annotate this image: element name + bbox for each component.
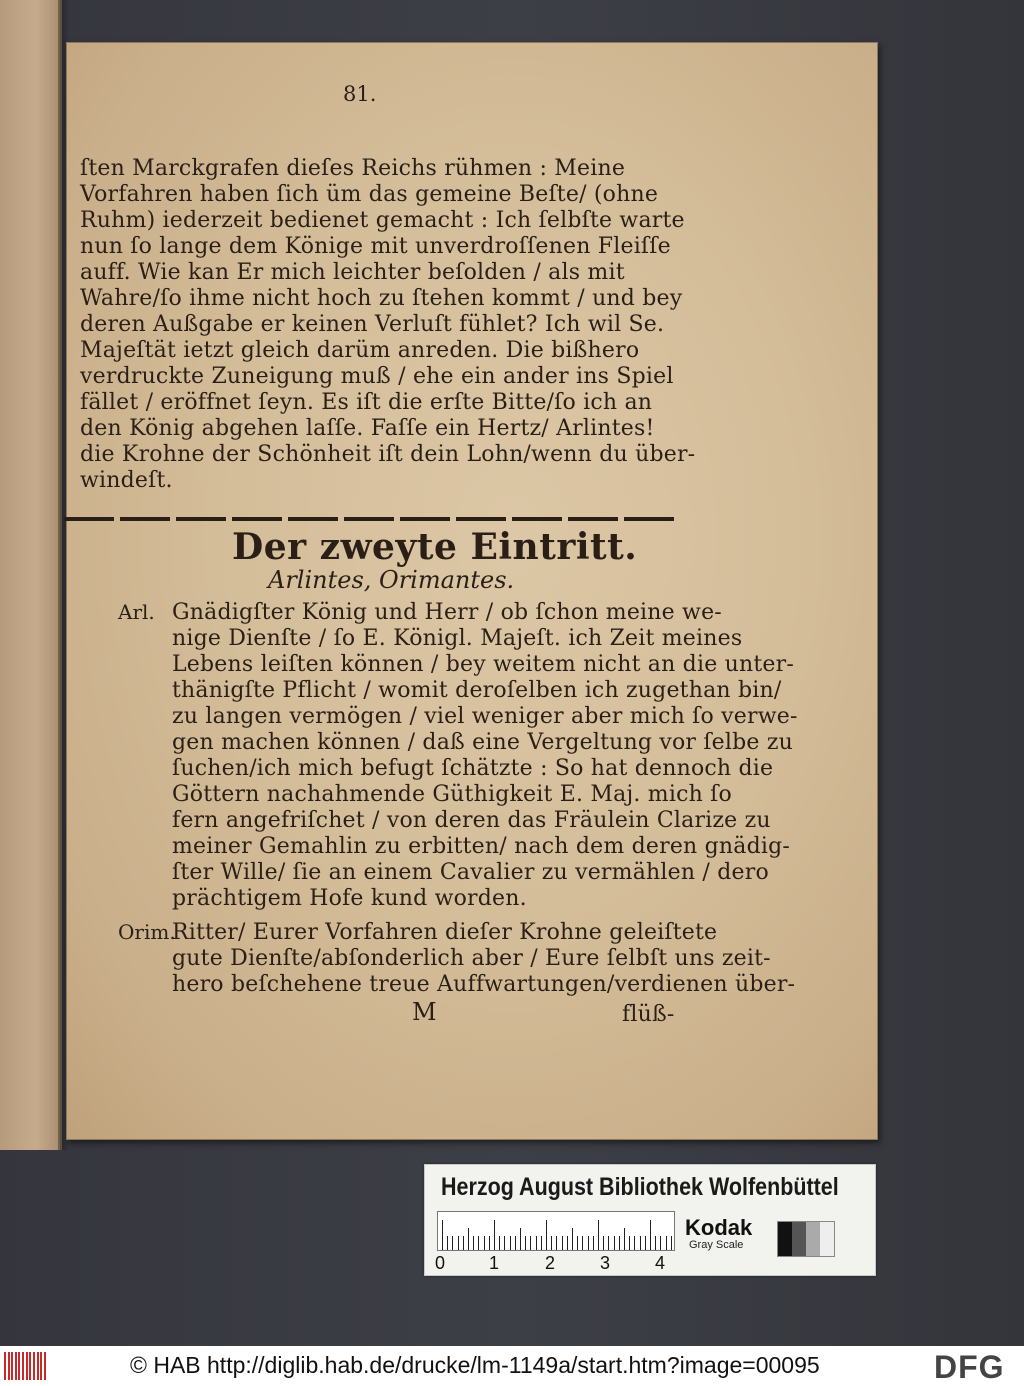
ruler-tick <box>666 1236 667 1250</box>
ruler-tick <box>645 1236 646 1250</box>
speech-line: prächtigem Hofe kund worden. <box>172 886 527 911</box>
speech-line: ſuchen/ich mich befugt ſchätzte : So hat dennoch die <box>172 756 774 781</box>
body-line: auff. Wie kan Er mich leichter beſolden / als mit <box>80 260 625 285</box>
ruler-tick <box>452 1236 453 1250</box>
speech-line: ſter Wille/ ſie an einem Cavalier zu vermählen / dero <box>172 860 769 885</box>
ruler-tick <box>520 1228 521 1250</box>
ruler-number: 0 <box>435 1253 446 1273</box>
ruler-tick <box>489 1236 490 1250</box>
speech-line: hero beſchehene treue Auffwartungen/verdienen über- <box>172 972 796 997</box>
ruler-tick <box>588 1236 589 1250</box>
ruler-tick <box>530 1236 531 1250</box>
ruler-tick <box>593 1236 594 1250</box>
ruler-tick <box>629 1236 630 1250</box>
barcode-stripe <box>26 1352 28 1380</box>
body-line: Vorfahren haben ſich üm das gemeine Beſte/ (ohne <box>80 182 659 207</box>
ruler-tick <box>655 1236 656 1250</box>
barcode-stripe <box>4 1352 6 1380</box>
ruler-number: 2 <box>545 1253 556 1273</box>
ruler-number: 4 <box>655 1253 666 1273</box>
gray-scale-caption: Gray Scale <box>689 1239 744 1251</box>
ruler-tick <box>536 1236 537 1250</box>
barcode-icon <box>4 1352 48 1380</box>
ruler-tick <box>504 1236 505 1250</box>
ruler-tick <box>463 1236 464 1250</box>
ruler-tick <box>499 1236 500 1250</box>
ruler-tick <box>582 1236 583 1250</box>
library-color-label <box>424 1164 876 1276</box>
barcode-stripe <box>37 1352 39 1380</box>
body-line: windeſt. <box>80 468 173 493</box>
ruler-tick <box>603 1236 604 1250</box>
speech-line: Lebens leiſten können / bey weitem nicht an die unter- <box>172 652 794 677</box>
ruler-tick <box>572 1228 573 1250</box>
barcode-stripe <box>18 1352 20 1380</box>
barcode-stripe <box>29 1352 31 1380</box>
body-line: verdruckte Zuneigung muß / ehe ein ander ins Spiel <box>80 364 674 389</box>
ruler-tick <box>494 1220 495 1250</box>
speaker-label: Orim. <box>118 920 176 944</box>
barcode-stripe <box>40 1352 42 1380</box>
ruler-number: 1 <box>489 1253 500 1273</box>
ruler-tick <box>473 1236 474 1250</box>
body-line: ſten Marckgrafen dieſes Reichs rühmen : Meine <box>80 156 626 181</box>
measure-ruler <box>437 1211 675 1251</box>
ruler-tick <box>650 1220 651 1250</box>
ruler-tick <box>640 1236 641 1250</box>
ruler-tick <box>671 1236 672 1250</box>
ruler-tick <box>447 1236 448 1250</box>
speech-line: Ritter/ Eurer Vorfahren dieſer Krohne geleiſtete <box>172 920 718 945</box>
ruler-tick <box>567 1236 568 1250</box>
copyright-link[interactable]: © HAB http://diglib.hab.de/drucke/lm-1149a/start.htm?image=00095 <box>130 1352 820 1378</box>
barcode-stripe <box>22 1352 24 1380</box>
ruler-tick <box>608 1236 609 1250</box>
ruler-tick <box>510 1236 511 1250</box>
ruler-tick <box>551 1236 552 1250</box>
body-line: Ruhm) iederzeit bedienet gemacht : Ich ſelbſte warte <box>80 208 685 233</box>
ruler-tick <box>541 1236 542 1250</box>
speech-line: thänigſte Pflicht / womit deroſelben ich zugethan bin/ <box>172 678 782 703</box>
body-line: nun ſo lange dem Könige mit unverdroſſenen Fleiſſe <box>80 234 671 259</box>
body-line: fället / eröffnet ſeyn. Es iſt die erſte Bitte/ſo ich an <box>80 390 653 415</box>
barcode-stripe <box>8 1352 10 1380</box>
speech-line: meiner Gemahlin zu erbitten/ nach dem deren gnädig- <box>172 834 791 859</box>
speaker-label: Arl. <box>118 600 155 624</box>
ruler-tick <box>634 1236 635 1250</box>
kodak-logo: Kodak <box>685 1215 753 1240</box>
gray-scale-patches <box>777 1221 835 1257</box>
ruler-number: 3 <box>600 1253 611 1273</box>
body-line: deren Außgabe er keinen Verluſt fühlet? Ich wil Se. <box>80 312 665 337</box>
barcode-stripe <box>44 1352 46 1380</box>
ruler-tick <box>484 1236 485 1250</box>
body-line: die Krohne der Schönheit iſt dein Lohn/wenn du über- <box>80 442 696 467</box>
catchword: flüß- <box>622 1002 675 1027</box>
ruler-tick <box>556 1236 557 1250</box>
footer-bar <box>0 1346 1024 1386</box>
ruler-tick <box>624 1228 625 1250</box>
ruler-tick <box>478 1236 479 1250</box>
body-line: Majeſtät ietzt gleich darüm anreden. Die bißhero <box>80 338 640 363</box>
page-number: 81. <box>343 82 377 106</box>
library-name: Herzog August Bibliothek Wolfenbüttel <box>441 1173 839 1201</box>
barcode-stripe <box>11 1352 13 1380</box>
speech-line: gen machen können / daß eine Vergeltung vor ſelbe zu <box>172 730 793 755</box>
ruler-tick <box>598 1220 599 1250</box>
speech-line: gute Dienſte/abſonderlich aber / Eure ſelbſt uns zeit- <box>172 946 771 971</box>
ruler-tick <box>660 1236 661 1250</box>
ruler-tick <box>458 1236 459 1250</box>
ruler-tick <box>619 1236 620 1250</box>
body-line: den König abgehen laſſe. Faſſe ein Hertz/ Arlintes! <box>80 416 655 441</box>
previous-page-edge <box>0 0 62 1150</box>
ruler-tick <box>468 1228 469 1250</box>
speech-line: nige Dienſte / ſo E. Königl. Majeſt. ich Zeit meines <box>172 626 743 651</box>
ruler-tick <box>562 1236 563 1250</box>
barcode-stripe <box>33 1352 35 1380</box>
ruler-tick <box>442 1220 443 1250</box>
speech-line: fern angefriſchet / von deren das Fräulein Clarize zu <box>172 808 771 833</box>
speech-line: Göttern nachahmende Güthigkeit E. Maj. mich ſo <box>172 782 732 807</box>
speech-line: zu langen vermögen / viel weniger aber mich ſo verwe- <box>172 704 798 729</box>
ruler-tick <box>577 1236 578 1250</box>
scene-characters: Arlintes, Orimantes. <box>268 566 515 594</box>
barcode-stripe <box>15 1352 17 1380</box>
signature-mark: M <box>412 998 437 1026</box>
ruler-tick <box>546 1220 547 1250</box>
dfg-logo: DFG <box>934 1349 1005 1385</box>
ruler-tick <box>614 1236 615 1250</box>
ruler-tick <box>515 1236 516 1250</box>
body-line: Wahre/ſo ihme nicht hoch zu ſtehen kommt / und bey <box>80 286 683 311</box>
speech-line: Gnädigſter König und Herr / ob ſchon meine we- <box>172 600 722 625</box>
scene-heading: Der zweyte Eintritt. <box>232 526 638 568</box>
decorative-rule <box>64 508 688 516</box>
ruler-tick <box>525 1236 526 1250</box>
